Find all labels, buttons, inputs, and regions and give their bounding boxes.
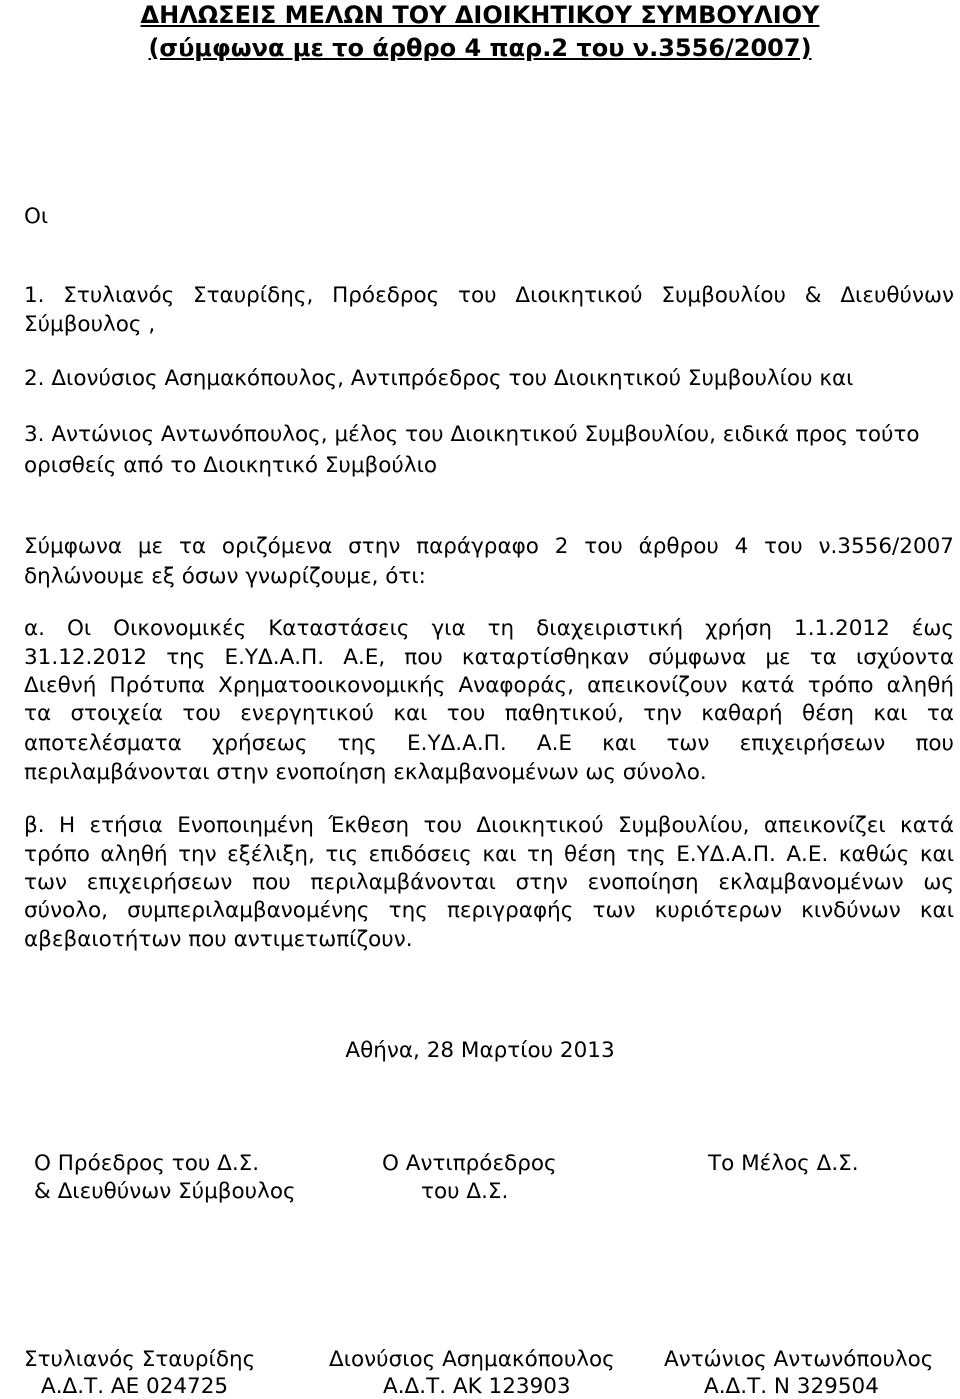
member-1-line-1: 1. Στυλιανός Σταυρίδης, Πρόεδρος του Διοικητικού Συμβουλίου & Διευθύνων bbox=[24, 283, 954, 308]
member-3-line-2: ορισθείς από το Διοικητικό Συμβούλιο bbox=[24, 453, 438, 478]
signatory-1-id: Α.Δ.Τ. ΑΕ 024725 bbox=[41, 1374, 229, 1399]
point-b-line-2: τρόπο αληθή την εξέλιξη, τις επιδόσεις και τη θέση της Ε.ΥΔ.Α.Π. Α.Ε. καθώς και bbox=[24, 842, 954, 867]
point-b-line-4: σύνολο, συμπεριλαμβανομένης της περιγραφής των κυριότερων κινδύνων και bbox=[24, 898, 954, 923]
member-3-line-1: 3. Αντώνιος Αντωνόπουλος, μέλος του Διοικητικού Συμβουλίου, ειδικά προς τούτο bbox=[24, 422, 920, 447]
document-subtitle: (σύμφωνα με το άρθρο 4 παρ.2 του ν.3556/2007) bbox=[148, 34, 812, 62]
signatory-2-role-line-2: του Δ.Σ. bbox=[421, 1179, 509, 1204]
point-a-line-1: α. Οι Οικονομικές Καταστάσεις για τη διαχειριστική χρήση 1.1.2012 έως bbox=[24, 616, 954, 641]
point-a-line-6: περιλαμβάνονται στην ενοποίηση εκλαμβανομένων ως σύνολο. bbox=[24, 760, 707, 785]
point-b-line-5: αβεβαιοτήτων που αντιμετωπίζουν. bbox=[24, 927, 413, 952]
point-a-line-4: τα στοιχεία του ενεργητικού και του παθητικού, την καθαρή θέση και τα bbox=[24, 701, 954, 726]
point-a-line-5: αποτελέσματα χρήσεως της Ε.ΥΔ.Α.Π. Α.Ε και των επιχειρήσεων που bbox=[24, 731, 954, 756]
signatory-1-role-line-2: & Διευθύνων Σύμβουλος bbox=[34, 1179, 296, 1204]
point-a-line-3: Διεθνή Πρότυπα Χρηματοοικονομικής Αναφοράς, απεικονίζουν κατά τρόπο αληθή bbox=[24, 673, 954, 698]
signatory-2-id: Α.Δ.Τ. ΑΚ 123903 bbox=[383, 1374, 571, 1399]
signatory-3-id: Α.Δ.Τ. Ν 329504 bbox=[704, 1374, 879, 1399]
document-title: ΔΗΛΩΣΕΙΣ ΜΕΛΩΝ ΤΟΥ ΔΙΟΙΚΗΤΙΚΟΥ ΣΥΜΒΟΥΛΙΟΥ bbox=[140, 1, 820, 29]
signatory-1-name: Στυλιανός Σταυρίδης bbox=[24, 1347, 256, 1372]
declaration-line-2: δηλώνουμε εξ όσων γνωρίζουμε, ότι: bbox=[24, 564, 426, 589]
signatory-3-name: Αντώνιος Αντωνόπουλος bbox=[664, 1347, 934, 1372]
signatory-1-role-line-1: Ο Πρόεδρος του Δ.Σ. bbox=[34, 1151, 260, 1176]
member-1-line-2: Σύμβουλος , bbox=[24, 312, 156, 337]
intro-text: Οι bbox=[24, 204, 49, 229]
signatory-2-name: Διονύσιος Ασημακόπουλος bbox=[329, 1347, 615, 1372]
point-b-line-1: β. Η ετήσια Ενοποιημένη Έκθεση του Διοικητικού Συμβουλίου, απεικονίζει κατά bbox=[24, 813, 954, 838]
signatory-2-role-line-1: Ο Αντιπρόεδρος bbox=[382, 1151, 557, 1176]
place-date: Αθήνα, 28 Μαρτίου 2013 bbox=[345, 1038, 615, 1063]
point-b-line-3: των επιχειρήσεων που περιλαμβάνονται στην ενοποίηση εκλαμβανομένων ως bbox=[24, 870, 954, 895]
declaration-line-1: Σύμφωνα με τα οριζόμενα στην παράγραφο 2 του άρθρου 4 του ν.3556/2007 bbox=[24, 534, 954, 559]
point-a-line-2: 31.12.2012 της Ε.ΥΔ.Α.Π. Α.Ε, που καταρτίσθηκαν σύμφωνα με τα ισχύοντα bbox=[24, 645, 954, 670]
signatory-3-role-line-1: Το Μέλος Δ.Σ. bbox=[708, 1151, 859, 1176]
member-2-line-1: 2. Διονύσιος Ασημακόπουλος, Αντιπρόεδρος του Διοικητικού Συμβουλίου και bbox=[24, 366, 854, 391]
